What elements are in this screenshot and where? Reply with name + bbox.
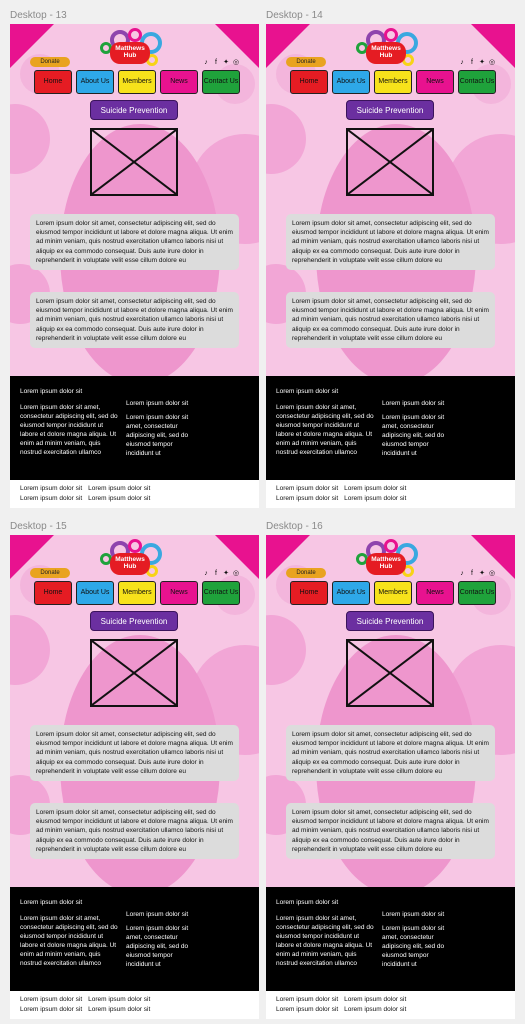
footer-column-text: Lorem ipsum dolor sit amet, consectetur adipiscing elit, sed do eiusmod tempor incididunt ut [126, 414, 189, 457]
content-paragraph: Lorem ipsum dolor sit amet, consectetur adipiscing elit, sed do eiusmod tempor incididunt ut labore et dolore magna aliqua. Ut enim ad minim veniam, quis nostrud exercitation ullamco laboris nisi ut aliquip ex ea commodo consequat. Duis aute irure dolor in reprehenderit in voluptate velit esse cillum dolore eu [286, 725, 495, 781]
footer-heading: Lorem ipsum dolor sit [20, 899, 83, 906]
nav-button-1[interactable]: About Us [76, 581, 114, 605]
nav-button-3[interactable]: News [416, 70, 454, 94]
donate-button[interactable]: Donate [286, 57, 326, 67]
footer-column-heading: Lorem ipsum dolor sit [382, 911, 445, 918]
footer-link[interactable]: Lorem ipsum dolor sit [88, 996, 151, 1003]
nav-button-1[interactable]: About Us [332, 581, 370, 605]
main-nav [34, 581, 240, 605]
footer-heading: Lorem ipsum dolor sit [20, 388, 83, 395]
suicide-prevention-button[interactable]: Suicide Prevention [90, 100, 178, 120]
desktop-frame[interactable] [266, 24, 515, 508]
footer-links [20, 995, 150, 1015]
footer-link[interactable]: Lorem ipsum dolor sit [276, 495, 339, 502]
instagram-icon[interactable]: ◎ [232, 570, 240, 577]
footer-column-text: Lorem ipsum dolor sit amet, consectetur adipiscing elit, sed do eiusmod tempor incididunt ut [382, 414, 445, 457]
footer [10, 887, 259, 991]
twitter-icon[interactable]: ✦ [223, 570, 229, 577]
nav-button-3[interactable]: News [416, 581, 454, 605]
nav-button-2[interactable]: Members [374, 70, 412, 94]
nav-button-2[interactable]: Members [118, 581, 156, 605]
footer-link[interactable]: Lorem ipsum dolor sit [276, 996, 339, 1003]
footer [266, 887, 515, 991]
image-placeholder [346, 639, 434, 707]
nav-button-0[interactable]: Home [290, 581, 328, 605]
nav-button-2[interactable]: Members [118, 70, 156, 94]
frame-label: Desktop - 13 [10, 10, 67, 21]
nav-button-2[interactable]: Members [374, 581, 412, 605]
logo-text: Matthews Hub [110, 553, 150, 575]
desktop-frame[interactable] [10, 24, 259, 508]
social-icons [202, 570, 240, 578]
nav-button-3[interactable]: News [160, 581, 198, 605]
frame-label: Desktop - 16 [266, 521, 323, 532]
logo-text: Matthews Hub [366, 553, 406, 575]
footer-links [20, 484, 150, 504]
suicide-prevention-button[interactable]: Suicide Prevention [346, 611, 434, 631]
footer-links [276, 484, 406, 504]
nav-button-4[interactable]: Contact Us [202, 581, 240, 605]
main-nav [290, 70, 496, 94]
main-nav [34, 70, 240, 94]
footer-link[interactable]: Lorem ipsum dolor sit [344, 485, 407, 492]
site-logo[interactable] [96, 539, 168, 587]
donate-button[interactable]: Donate [286, 568, 326, 578]
instagram-icon[interactable]: ◎ [488, 570, 496, 577]
footer-link[interactable]: Lorem ipsum dolor sit [344, 1006, 407, 1013]
logo-text: Matthews Hub [366, 42, 406, 64]
image-placeholder [90, 639, 178, 707]
instagram-icon[interactable]: ◎ [232, 59, 240, 66]
main-nav [290, 581, 496, 605]
footer [266, 376, 515, 480]
donate-button[interactable]: Donate [30, 57, 70, 67]
footer-heading: Lorem ipsum dolor sit [276, 388, 339, 395]
frame-label: Desktop - 14 [266, 10, 323, 21]
content-paragraph: Lorem ipsum dolor sit amet, consectetur adipiscing elit, sed do eiusmod tempor incididunt ut labore et dolore magna aliqua. Ut enim ad minim veniam, quis nostrud exercitation ullamco laboris nisi ut aliquip ex ea commodo consequat. Duis aute irure dolor in reprehenderit in voluptate velit esse cillum dolore eu [286, 292, 495, 348]
twitter-icon[interactable]: ✦ [479, 570, 485, 577]
nav-button-1[interactable]: About Us [76, 70, 114, 94]
desktop-frame[interactable] [10, 535, 259, 1019]
bubble-decoration [10, 615, 50, 685]
content-paragraph: Lorem ipsum dolor sit amet, consectetur adipiscing elit, sed do eiusmod tempor incididunt ut labore et dolore magna aliqua. Ut enim ad minim veniam, quis nostrud exercitation ullamco laboris nisi ut aliquip ex ea commodo consequat. Duis aute irure dolor in reprehenderit in voluptate velit esse cillum dolore eu [286, 214, 495, 270]
nav-button-0[interactable]: Home [34, 581, 72, 605]
tiktok-icon[interactable]: ♪ [460, 59, 464, 66]
footer-link[interactable]: Lorem ipsum dolor sit [88, 495, 151, 502]
logo-text: Matthews Hub [110, 42, 150, 64]
image-placeholder [346, 128, 434, 196]
footer-links [276, 995, 406, 1015]
footer-column-text: Lorem ipsum dolor sit amet, consectetur adipiscing elit, sed do eiusmod tempor incididunt ut [126, 925, 189, 968]
tiktok-icon[interactable]: ♪ [460, 570, 464, 577]
hero-background [10, 24, 259, 376]
nav-button-1[interactable]: About Us [332, 70, 370, 94]
placeholder-cross-icon [92, 641, 176, 705]
frame-label: Desktop - 15 [10, 521, 67, 532]
footer-column-heading: Lorem ipsum dolor sit [126, 400, 189, 407]
nav-button-3[interactable]: News [160, 70, 198, 94]
nav-button-4[interactable]: Contact Us [458, 581, 496, 605]
footer-link[interactable]: Lorem ipsum dolor sit [20, 996, 83, 1003]
content-paragraph: Lorem ipsum dolor sit amet, consectetur adipiscing elit, sed do eiusmod tempor incididunt ut labore et dolore magna aliqua. Ut enim ad minim veniam, quis nostrud exercitation ullamco laboris nisi ut aliquip ex ea commodo consequat. Duis aute irure dolor in reprehenderit in voluptate velit esse cillum dolore eu [286, 803, 495, 859]
facebook-icon[interactable]: f [471, 570, 473, 577]
content-paragraph: Lorem ipsum dolor sit amet, consectetur adipiscing elit, sed do eiusmod tempor incididunt ut labore et dolore magna aliqua. Ut enim ad minim veniam, quis nostrud exercitation ullamco laboris nisi ut aliquip ex ea commodo consequat. Duis aute irure dolor in reprehenderit in voluptate velit esse cillum dolore eu [30, 725, 239, 781]
site-logo[interactable] [352, 539, 424, 587]
footer [10, 376, 259, 480]
footer-link[interactable]: Lorem ipsum dolor sit [20, 1006, 83, 1013]
footer-heading: Lorem ipsum dolor sit [276, 899, 339, 906]
bubble-decoration [266, 615, 306, 685]
instagram-icon[interactable]: ◎ [488, 59, 496, 66]
facebook-icon[interactable]: f [215, 570, 217, 577]
facebook-icon[interactable]: f [215, 59, 217, 66]
social-icons [458, 570, 496, 578]
image-placeholder [90, 128, 178, 196]
placeholder-cross-icon [348, 130, 432, 194]
facebook-icon[interactable]: f [471, 59, 473, 66]
placeholder-cross-icon [92, 130, 176, 194]
footer-column-text: Lorem ipsum dolor sit amet, consectetur adipiscing elit, sed do eiusmod tempor incididunt ut labore et dolore magna aliqua. Ut enim ad minim veniam, quis nostrud exercitation ullamco [20, 915, 118, 967]
footer-link[interactable]: Lorem ipsum dolor sit [20, 495, 83, 502]
site-logo[interactable] [96, 28, 168, 76]
nav-button-0[interactable]: Home [34, 70, 72, 94]
nav-button-4[interactable]: Contact Us [458, 70, 496, 94]
twitter-icon[interactable]: ✦ [479, 59, 485, 66]
content-paragraph: Lorem ipsum dolor sit amet, consectetur adipiscing elit, sed do eiusmod tempor incididunt ut labore et dolore magna aliqua. Ut enim ad minim veniam, quis nostrud exercitation ullamco laboris nisi ut aliquip ex ea commodo consequat. Duis aute irure dolor in reprehenderit in voluptate velit esse cillum dolore eu [30, 292, 239, 348]
footer-column-text: Lorem ipsum dolor sit amet, consectetur adipiscing elit, sed do eiusmod tempor incididunt ut labore et dolore magna aliqua. Ut enim ad minim veniam, quis nostrud exercitation ullamco [276, 404, 374, 456]
social-icons [202, 59, 240, 67]
footer-column-text: Lorem ipsum dolor sit amet, consectetur adipiscing elit, sed do eiusmod tempor incididunt ut labore et dolore magna aliqua. Ut enim ad minim veniam, quis nostrud exercitation ullamco [276, 915, 374, 967]
tiktok-icon[interactable]: ♪ [204, 570, 208, 577]
footer-link[interactable]: Lorem ipsum dolor sit [20, 485, 83, 492]
footer-column-heading: Lorem ipsum dolor sit [126, 911, 189, 918]
nav-button-0[interactable]: Home [290, 70, 328, 94]
site-logo[interactable] [352, 28, 424, 76]
footer-column-heading: Lorem ipsum dolor sit [382, 400, 445, 407]
desktop-frame[interactable] [266, 535, 515, 1019]
footer-link[interactable]: Lorem ipsum dolor sit [344, 996, 407, 1003]
content-paragraph: Lorem ipsum dolor sit amet, consectetur adipiscing elit, sed do eiusmod tempor incididunt ut labore et dolore magna aliqua. Ut enim ad minim veniam, quis nostrud exercitation ullamco laboris nisi ut aliquip ex ea commodo consequat. Duis aute irure dolor in reprehenderit in voluptate velit esse cillum dolore eu [30, 803, 239, 859]
suicide-prevention-button[interactable]: Suicide Prevention [346, 100, 434, 120]
footer-link[interactable]: Lorem ipsum dolor sit [344, 495, 407, 502]
bubble-decoration [266, 104, 306, 174]
tiktok-icon[interactable]: ♪ [204, 59, 208, 66]
content-paragraph: Lorem ipsum dolor sit amet, consectetur adipiscing elit, sed do eiusmod tempor incididunt ut labore et dolore magna aliqua. Ut enim ad minim veniam, quis nostrud exercitation ullamco laboris nisi ut aliquip ex ea commodo consequat. Duis aute irure dolor in reprehenderit in voluptate velit esse cillum dolore eu [30, 214, 239, 270]
social-icons [458, 59, 496, 67]
hero-background [10, 535, 259, 887]
footer-link[interactable]: Lorem ipsum dolor sit [88, 485, 151, 492]
footer-link[interactable]: Lorem ipsum dolor sit [276, 1006, 339, 1013]
footer-column-text: Lorem ipsum dolor sit amet, consectetur adipiscing elit, sed do eiusmod tempor incididunt ut labore et dolore magna aliqua. Ut enim ad minim veniam, quis nostrud exercitation ullamco [20, 404, 118, 456]
donate-button[interactable]: Donate [30, 568, 70, 578]
hero-background [266, 535, 515, 887]
hero-background [266, 24, 515, 376]
nav-button-4[interactable]: Contact Us [202, 70, 240, 94]
footer-link[interactable]: Lorem ipsum dolor sit [276, 485, 339, 492]
footer-link[interactable]: Lorem ipsum dolor sit [88, 1006, 151, 1013]
footer-column-text: Lorem ipsum dolor sit amet, consectetur adipiscing elit, sed do eiusmod tempor incididunt ut [382, 925, 445, 968]
suicide-prevention-button[interactable]: Suicide Prevention [90, 611, 178, 631]
twitter-icon[interactable]: ✦ [223, 59, 229, 66]
placeholder-cross-icon [348, 641, 432, 705]
bubble-decoration [10, 104, 50, 174]
